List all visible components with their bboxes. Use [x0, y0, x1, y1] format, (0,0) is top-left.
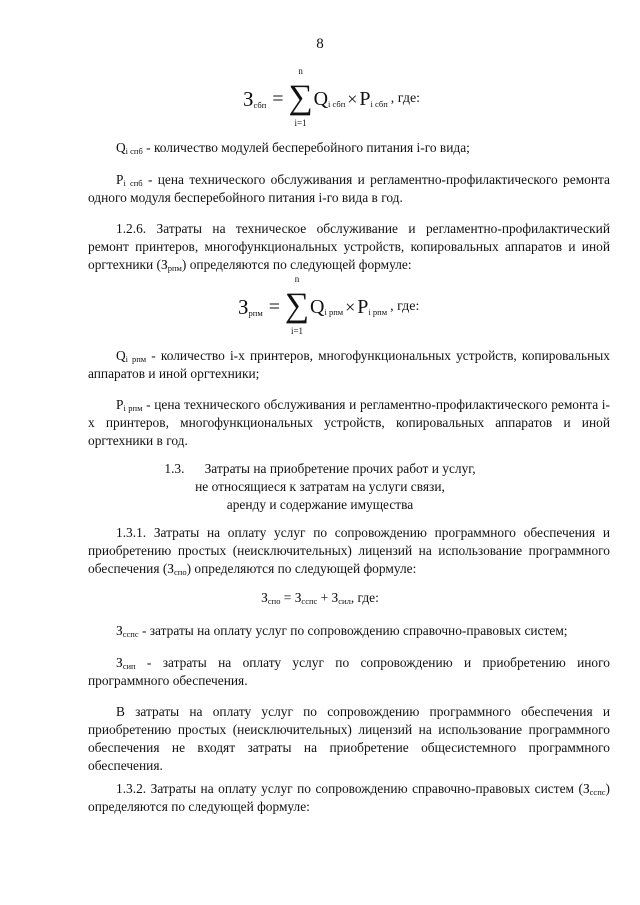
formula-lhs: $З_{спо}$: [261, 590, 281, 606]
paragraph-exclusions: В затраты на оплату услуг по сопровождению программного обеспечения и приобретению простых (неисключительных) лицензий на использование программного обеспечения не входят затраты на приобретение общесистемного программного обеспечения.: [88, 704, 610, 773]
page-number: 8: [316, 36, 324, 52]
formula-lhs: $З_{рпм}$: [238, 294, 263, 319]
formula-p-term: $P_{i сбп}$: [359, 87, 388, 110]
definition-z-sip: $З_{сип}$ - затраты на оплату услуг по сопровождению и приобретению иного программного обеспечения.: [88, 655, 610, 688]
formula-equals: =: [268, 295, 280, 318]
sum-symbol: n ∑ i=1: [284, 274, 310, 336]
sum-symbol: n ∑ i=1: [288, 66, 313, 128]
formula-term-sil: $З_{сил}$: [331, 590, 351, 606]
paragraph-1-2-6: 1.2.6. Затраты на техническое обслуживание и регламентно-профилактический ремонт принтеров, многофункциональных устройств, копировальных аппаратов и иной оргтехники $(З_{рпм})$ определяются по следующей формуле:: [88, 221, 610, 273]
formula-term-sspc: $З_{сспс}$: [294, 590, 318, 606]
paragraph-1-3-2: 1.3.2. Затраты на оплату услуг по сопровождению справочно-правовых систем $(З_{сспс})$ определяются по следующей формуле:: [88, 781, 610, 814]
formula-suffix: , где:: [390, 91, 421, 106]
definition-q-ups: $Q_{i спб}$ - количество модулей бесперебойного питания i-го вида;: [116, 140, 470, 156]
section-heading-1-3: 1.3. Затраты на приобретение прочих работ и услуг, не относящиеся к затратам на услуги связи, аренду и содержание имущества: [164, 461, 476, 512]
formula-p-term: $P_{i рпм}$: [357, 295, 388, 318]
definition-z-sspc: $З_{сспс}$ - затраты на оплату услуг по сопровождению справочно-правовых систем;: [116, 623, 568, 639]
formula-lhs: $З_{сбп}$: [243, 86, 267, 111]
times-sign: ×: [347, 88, 358, 109]
times-sign: ×: [345, 296, 356, 317]
formula-q-term: $Q_{i сбп}$: [313, 87, 346, 110]
formula-q-term: $Q_{i рпм}$: [310, 295, 344, 318]
definition-p-printers: $P_{i рпм}$ - цена технического обслуживания и регламентно-профилактического ремонта i-х принтеров, многофункциональных устройств, копировальных аппаратов и иной оргтехники в год.: [88, 397, 610, 448]
formula-equals: =: [272, 87, 284, 110]
formula-printer-maintenance: [0, 274, 640, 340]
formula-suffix: , где:: [390, 299, 420, 314]
definition-q-printers: $Q_{i рпм}$ - количество i-х принтеров, многофункциональных устройств, копировальных аппаратов и иной оргтехники;: [88, 348, 610, 381]
formula-ups-maintenance: [0, 66, 640, 132]
formula-software-support: $З_{спо} = З_{сспс} + З_{сил}$, где:: [261, 590, 379, 606]
paragraph-1-3-1: 1.3.1. Затраты на оплату услуг по сопровождению программного обеспечения и приобретению простых (неисключительных) лицензий на использование программного обеспечения $(З_{спо})$ определяются по следующей формуле:: [88, 525, 610, 577]
definition-p-ups: $P_{i спб}$ - цена технического обслуживания и регламентно-профилактического ремонта одного модуля бесперебойного питания i-го вида в год.: [88, 172, 610, 205]
